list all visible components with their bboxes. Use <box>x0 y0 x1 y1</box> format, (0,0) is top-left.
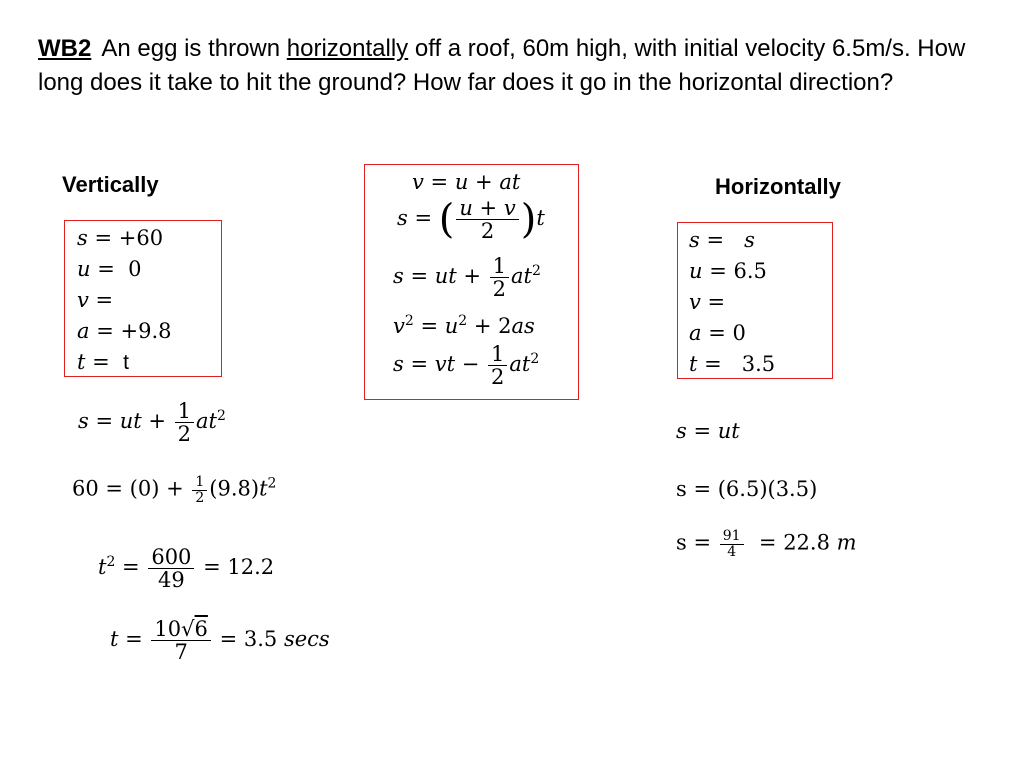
vertical-a: a = +9.8 <box>77 319 172 343</box>
vertical-working-substitution: 60 = (0) + $\frac{1}{2}$ $(9.8)t^2$ <box>72 474 277 506</box>
vertical-values-box <box>64 220 222 377</box>
question-text-after: off a roof, 60m high, with initial velocity 6.5m/s. How long does it take to hit the ground? How far does it go in the horizontal direction? <box>38 35 966 96</box>
vertical-working-t-result: t = $\frac{10√6}{7}$ = 3.5 secs <box>110 617 330 665</box>
vertical-u: u = 0 <box>77 257 142 281</box>
vertical-working-equation: s = ut + $\frac{1}{2}$ $at^2$ <box>78 399 226 447</box>
equation-s-ut-half-at2: s = ut + $\frac{1}{2}$ $at^2$ <box>393 254 541 302</box>
horizontal-v: v = <box>689 290 726 314</box>
vertical-t: t = t <box>77 350 129 374</box>
question-text <box>38 32 998 100</box>
vertical-working-t-squared: $t^2$ = $\frac{600}{49}$ = 12.2 <box>98 545 275 593</box>
question-underlined-word: horizontally <box>286 35 409 62</box>
horizontal-t: t = 3.5 <box>689 352 776 376</box>
equation-v-u-at: v = u + at <box>412 170 521 194</box>
horizontal-working-result: s = $\frac{91}{4}$ = 22.8 m <box>676 528 857 560</box>
horizontal-u: u = 6.5 <box>689 259 767 283</box>
equation-s-vt-half-at2: s = vt − $\frac{1}{2}$ $at^2$ <box>393 342 540 390</box>
heading-vertically: Vertically <box>62 172 159 197</box>
horizontal-s: s = s <box>689 228 755 252</box>
vertical-v: v = <box>77 288 114 312</box>
vertical-s: s = +60 <box>77 226 164 250</box>
horizontal-working-equation: s = ut <box>676 419 740 443</box>
question-id: WB2 <box>38 35 92 62</box>
horizontal-values-box <box>677 222 833 379</box>
horizontal-a: a = 0 <box>689 321 746 345</box>
horizontal-working-substitution: s = (6.5)(3.5) <box>676 477 818 501</box>
equation-s-average: s = ( $\frac{u + v}{2}$ )t <box>397 196 545 244</box>
suvat-equations-box <box>364 164 579 400</box>
heading-horizontally: Horizontally <box>715 174 841 199</box>
question-text-before: An egg is thrown <box>101 35 287 62</box>
equation-v2-u2-2as: $v^2 = u^2 + 2as$ <box>393 313 535 338</box>
